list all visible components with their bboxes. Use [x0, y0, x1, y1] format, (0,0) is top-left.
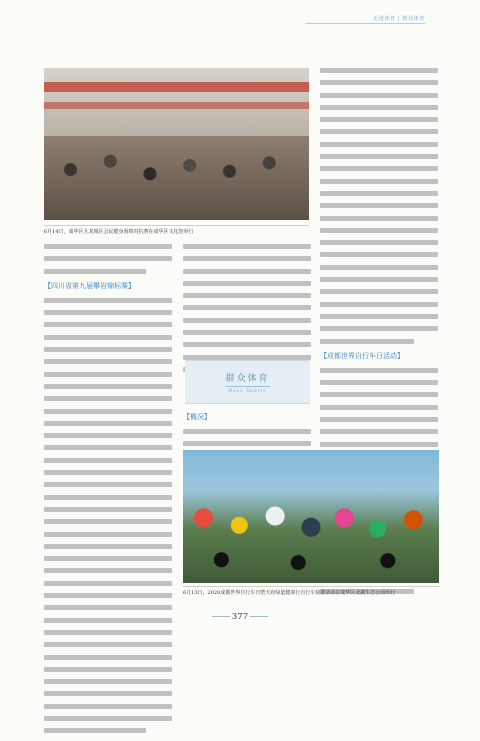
photo-caption: 6月14日，成华区九龙城区会民健身围棋对抗赛在成华区文化馆举行	[44, 229, 194, 235]
photo-cycling-event	[183, 450, 439, 583]
caption-rule	[44, 225, 309, 226]
photo-banner-red	[44, 102, 309, 109]
section-rule	[226, 386, 270, 387]
running-header: 走进体育 | 群众体育	[372, 16, 425, 22]
header-rule	[305, 23, 425, 24]
page-number: 377	[231, 612, 249, 622]
photo-players	[44, 136, 309, 220]
photo-riders	[183, 490, 439, 583]
subheading-cycling-day: 【成都世界自行车日活动】	[320, 351, 404, 360]
caption-rule	[183, 586, 439, 587]
photo-go-tournament	[44, 68, 309, 220]
page-number-deco-right	[250, 616, 268, 617]
text-column-left	[44, 244, 172, 741]
photo-caption: 6月13日，2020成都世界自行车日暨天府绿道健康行自行车骑游活动在成华区北湖生态公园举行	[183, 590, 396, 596]
subheading-climbing: 【四川省第九届攀岩锦标赛】	[44, 281, 135, 290]
photo-banner-red	[44, 82, 309, 92]
section-subtitle: Mass Sports	[228, 388, 267, 394]
section-title: 群众体育	[225, 373, 270, 384]
section-banner	[185, 360, 310, 404]
overview-label: 【概况】	[183, 413, 211, 421]
